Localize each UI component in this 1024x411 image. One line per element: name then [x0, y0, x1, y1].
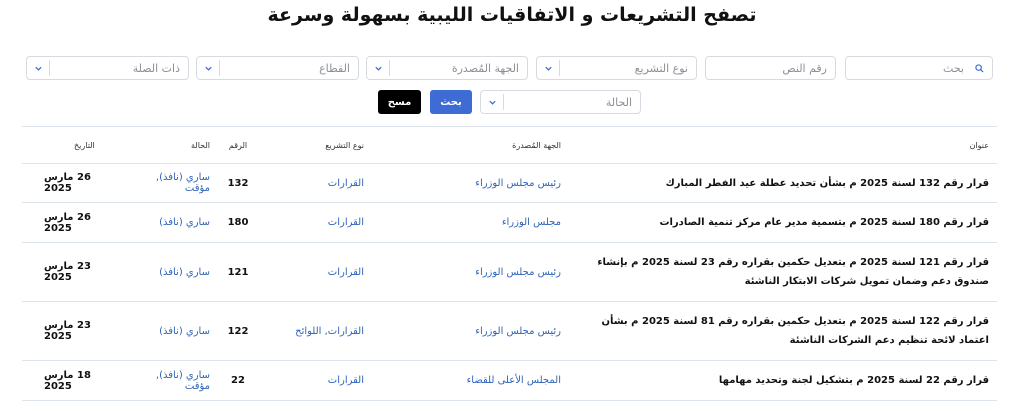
search-button[interactable]: بحث — [430, 90, 472, 114]
row-status[interactable]: ساري (نافذ), مؤقت — [129, 361, 218, 401]
issuing-authority-select[interactable] — [366, 56, 528, 80]
row-date: 18 مارس 2025 — [22, 361, 129, 401]
row-authority-link[interactable]: مجلس الوزراء — [372, 203, 569, 243]
row-authority-link[interactable]: المجلس الأعلى للقضاء — [372, 361, 569, 401]
row-authority-link[interactable]: رئيس مجلس الوزراء — [372, 243, 569, 302]
table-row[interactable] — [22, 203, 997, 243]
text-number-input[interactable] — [705, 56, 836, 80]
table-row[interactable] — [22, 164, 997, 203]
row-type-link[interactable]: القرارات — [258, 361, 372, 401]
text-number-placeholder: رقم النص — [782, 61, 827, 75]
row-status[interactable]: ساري (نافذ) — [129, 302, 218, 361]
header-number[interactable]: الرقم — [218, 127, 258, 164]
search-input[interactable] — [845, 56, 993, 80]
row-status[interactable]: ساري (نافذ) — [129, 203, 218, 243]
row-number: 122 — [218, 302, 258, 361]
row-status[interactable]: ساري (نافذ) — [129, 243, 218, 302]
table-row[interactable] — [22, 302, 997, 361]
row-title-link[interactable]: قرار رقم 132 لسنة 2025 م بشأن تحديد عطلة عيد الفطر المبارك — [569, 164, 997, 203]
row-title-link[interactable]: قرار رقم 180 لسنة 2025 م بتسمية مدير عام مركز تنمية الصادرات — [569, 203, 997, 243]
chevron-down-icon[interactable] — [367, 64, 389, 73]
chevron-down-icon[interactable] — [481, 98, 503, 107]
table-row[interactable] — [22, 243, 997, 302]
row-date: 23 مارس 2025 — [22, 302, 129, 361]
row-number: 180 — [218, 203, 258, 243]
header-title[interactable]: عنوان — [569, 127, 997, 164]
issuing-authority-placeholder: الجهة المُصدرة — [451, 61, 519, 75]
row-number: 132 — [218, 164, 258, 203]
related-select[interactable] — [26, 56, 189, 80]
header-date[interactable]: التاريخ — [22, 127, 129, 164]
row-title-link[interactable]: قرار رقم 122 لسنة 2025 م بتعديل حكمين بقراره رقم 81 لسنة 2025 م بشأن اعتماد لائحة تنظيم دعم الشركات الناشئة — [569, 302, 997, 361]
status-placeholder: الحالة — [605, 95, 632, 109]
row-date: 23 مارس 2025 — [22, 243, 129, 302]
clear-button[interactable]: مسح — [378, 90, 421, 114]
header-status[interactable]: الحالة — [129, 127, 218, 164]
row-number: 22 — [218, 361, 258, 401]
row-type-link[interactable]: القرارات — [258, 203, 372, 243]
related-placeholder: ذات الصلة — [132, 61, 180, 75]
row-authority-link[interactable]: رئيس مجلس الوزراء — [372, 302, 569, 361]
row-number: 121 — [218, 243, 258, 302]
results-table — [22, 126, 997, 401]
row-type-link[interactable]: القرارات, اللوائح — [258, 302, 372, 361]
chevron-down-icon[interactable] — [27, 64, 49, 73]
row-status[interactable]: ساري (نافذ), مؤقت — [129, 164, 218, 203]
table-header-row — [22, 127, 997, 164]
search-placeholder: بحث — [943, 61, 964, 75]
legislation-type-select[interactable] — [536, 56, 697, 80]
page-title: تصفح التشريعات و الاتفاقيات الليبية بسهولة وسرعة — [267, 4, 757, 26]
sector-placeholder: القطاع — [319, 61, 350, 75]
row-type-link[interactable]: القرارات — [258, 164, 372, 203]
chevron-down-icon[interactable] — [537, 64, 559, 73]
row-title-link[interactable]: قرار رقم 121 لسنة 2025 م بتعديل حكمين بقراره رقم 23 لسنة 2025 م بإنشاء صندوق دعم وضمان تمويل شركات الابتكار الناشئة — [569, 243, 997, 302]
row-title-link[interactable]: قرار رقم 22 لسنة 2025 م بتشكيل لجنة وتحديد مهامها — [569, 361, 997, 401]
header-type[interactable]: نوع التشريع — [258, 127, 372, 164]
legislation-type-placeholder: نوع التشريع — [634, 61, 688, 75]
chevron-down-icon[interactable] — [197, 64, 219, 73]
header-authority[interactable]: الجهة المُصدرة — [372, 127, 569, 164]
table-row[interactable] — [22, 361, 997, 401]
search-icon — [972, 64, 984, 73]
row-date: 26 مارس 2025 — [22, 203, 129, 243]
row-type-link[interactable]: القرارات — [258, 243, 372, 302]
sector-select[interactable] — [196, 56, 359, 80]
row-date: 26 مارس 2025 — [22, 164, 129, 203]
row-authority-link[interactable]: رئيس مجلس الوزراء — [372, 164, 569, 203]
status-select[interactable] — [480, 90, 641, 114]
